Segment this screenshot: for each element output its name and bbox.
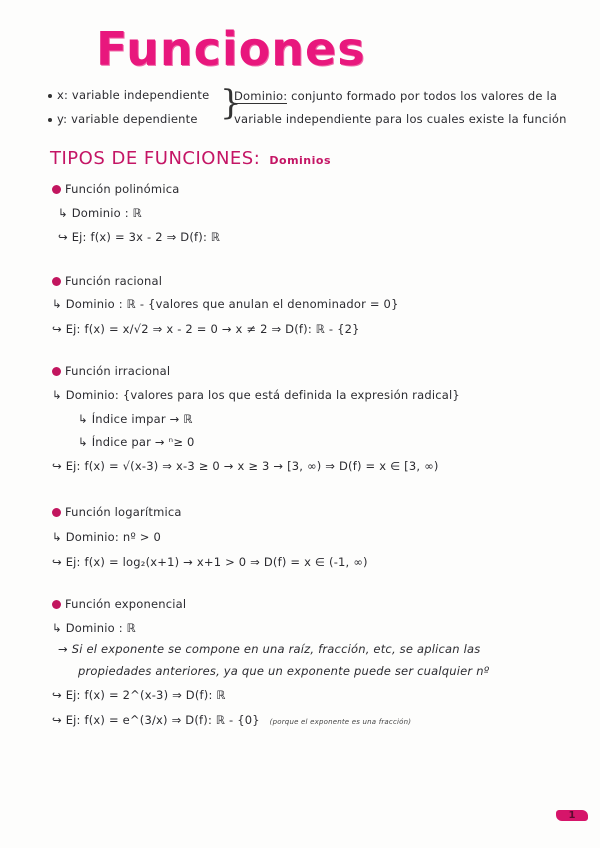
function-line: ↳ Dominio : ℝ bbox=[58, 206, 142, 220]
function-example: ↪ Ej: f(x) = 3x - 2 ⇒ D(f): ℝ bbox=[58, 230, 221, 244]
function-example: ↪ Ej: f(x) = 2^(x-3) ⇒ D(f): ℝ bbox=[52, 688, 226, 702]
function-line: ↳ Dominio : ℝ bbox=[52, 621, 136, 635]
page-title: Funciones bbox=[96, 22, 366, 76]
function-example: ↪ Ej: f(x) = √(x-3) ⇒ x-3 ≥ 0 → x ≥ 3 → [3, ∞) ⇒ D(f) = x ∈ [3, ∞) bbox=[52, 459, 439, 473]
domain-definition-line-2: variable independiente para los cuales existe la función bbox=[234, 112, 567, 126]
function-example-text: ↪ Ej: f(x) = e^(3/x) ⇒ D(f): ℝ - {0} bbox=[52, 713, 260, 727]
function-line: ↳ Dominio: {valores para los que está definida la expresión radical} bbox=[52, 388, 460, 402]
bullet-dot-icon bbox=[48, 118, 52, 122]
bullet-dot-icon bbox=[52, 600, 61, 609]
domain-term: Dominio: bbox=[234, 89, 288, 103]
function-example-note: (porque el exponente es una fracción) bbox=[269, 718, 412, 726]
variable-x-text: x: variable independiente bbox=[57, 88, 210, 102]
page-number: 1 bbox=[556, 810, 588, 821]
function-example: ↪ Ej: f(x) = x/√2 ⇒ x - 2 = 0 → x ≠ 2 ⇒ D(f): ℝ - {2} bbox=[52, 322, 360, 336]
function-line: ↳ Dominio : ℝ - {valores que anulan el denominador = 0} bbox=[52, 297, 399, 311]
variable-x-item bbox=[48, 88, 209, 102]
domain-definition-line-1 bbox=[234, 89, 557, 103]
variable-y-text: y: variable dependiente bbox=[57, 112, 198, 126]
bullet-dot-icon bbox=[48, 94, 52, 98]
section-subtitle: Dominios bbox=[269, 154, 332, 167]
function-heading-logaritmica bbox=[52, 505, 182, 519]
function-name: Función racional bbox=[65, 274, 163, 288]
bullet-dot-icon bbox=[52, 367, 61, 376]
section-title: TIPOS DE FUNCIONES: bbox=[50, 148, 261, 169]
function-name: Función irracional bbox=[65, 364, 171, 378]
function-heading-polinomica bbox=[52, 182, 179, 196]
domain-definition-text-1: conjunto formado por todos los valores de la bbox=[291, 89, 558, 103]
function-heading-irracional bbox=[52, 364, 170, 378]
function-subline: ↳ Índice par → ⁿ≥ 0 bbox=[78, 435, 195, 449]
function-example: ↪ Ej: f(x) = log₂(x+1) → x+1 > 0 ⇒ D(f) = x ∈ (-1, ∞) bbox=[52, 555, 368, 569]
function-subline: ↳ Índice impar → ℝ bbox=[78, 412, 193, 426]
brace-icon: } bbox=[220, 83, 242, 123]
function-heading-exponencial bbox=[52, 597, 186, 611]
bullet-dot-icon bbox=[52, 277, 61, 286]
bullet-dot-icon bbox=[52, 185, 61, 194]
function-note-line-1: → Si el exponente se compone en una raíz, fracción, etc, se aplican las bbox=[58, 642, 481, 656]
variable-y-item bbox=[48, 112, 198, 126]
function-name: Función exponencial bbox=[65, 597, 187, 611]
function-heading-racional bbox=[52, 274, 162, 288]
section-heading bbox=[50, 148, 331, 169]
function-note-line-2: propiedades anteriores, ya que un exponente puede ser cualquier nº bbox=[78, 664, 490, 678]
bullet-dot-icon bbox=[52, 508, 61, 517]
function-line: ↳ Dominio: nº > 0 bbox=[52, 530, 162, 544]
function-name: Función logarítmica bbox=[65, 505, 182, 519]
function-example bbox=[52, 713, 411, 727]
function-name: Función polinómica bbox=[65, 182, 180, 196]
